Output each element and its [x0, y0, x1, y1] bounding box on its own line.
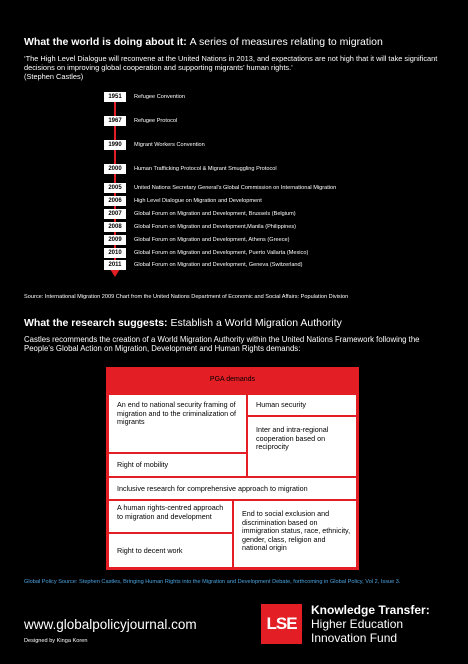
timeline-event: Global Forum on Migration and Development, Geneva (Switzerland) — [134, 262, 303, 268]
timeline-event: United Nations Secretary General's Global Commission on International Migration — [134, 185, 337, 191]
timeline-year: 1951 — [104, 92, 126, 102]
timeline-event: Global Forum on Migration and Development, Brussels (Belgium) — [134, 211, 296, 217]
demand-decent-work: Right to decent work — [109, 534, 232, 567]
kt-line-2: Higher Education — [311, 617, 404, 631]
timeline-year: 2011 — [104, 260, 126, 270]
timeline-event: Global Forum on Migration and Development, Athens (Greece) — [134, 237, 290, 243]
timeline-year: 2008 — [104, 222, 126, 232]
section2-title-light: Establish a World Migration Authority — [170, 317, 342, 329]
timeline-year: 2006 — [104, 196, 126, 206]
lse-logo — [261, 604, 302, 644]
demand-mobility: Right of mobility — [109, 454, 246, 476]
timeline-year: 2007 — [104, 209, 126, 219]
castles-quote — [24, 54, 448, 81]
designer-credit: Designed by Kinga Koren — [24, 638, 88, 644]
kt-line-3: Innovation Fund — [311, 631, 398, 645]
timeline-source: Source: International Migration 2009 Chart from the United Nations Department of Economic and Social Affairs: Population Division — [24, 294, 349, 300]
policy-source: Global Policy Source: Stephen Castles, Bringing Human Rights into the Migration and Development Debate, forthcoming in Global Policy, Vol 2, Issue 3. — [24, 579, 401, 585]
timeline-event: High Level Dialogue on Migration and Development — [134, 198, 262, 204]
timeline-year: 1990 — [104, 140, 126, 150]
quote-author: (Stephen Castles) — [24, 72, 84, 81]
section2-heading — [24, 317, 342, 329]
demand-social-exclusion: End to social exclusion and discrimination based on immigration status, race, ethnicity, gender, class, religion and national origin — [234, 501, 356, 567]
kt-heading: Knowledge Transfer: — [311, 603, 430, 617]
lse-logo-text: LSE — [266, 614, 297, 633]
timeline-event: Global Forum on Migration and Development,Manila (Philippines) — [134, 224, 296, 230]
website-link[interactable]: www.globalpolicyjournal.com — [24, 617, 197, 632]
demand-national-security: An end to national security framing of migration and to the criminalization of migrants — [109, 395, 246, 452]
timeline-year: 2010 — [104, 248, 126, 258]
section2-title-bold: What the research suggests: — [24, 317, 168, 329]
timeline-year: 2000 — [104, 164, 126, 174]
section1-heading — [24, 36, 383, 48]
pga-demands-box — [106, 367, 359, 570]
timeline-year: 2009 — [104, 235, 126, 245]
timeline-event: Global Forum on Migration and Development, Puerto Vallarta (Mexico) — [134, 250, 309, 256]
section2-intro: Castles recommends the creation of a World Migration Authority within the United Nations Framework following the People’s Global Action on Migration, Development and Human Rights demands: — [24, 335, 420, 354]
demand-human-security: Human security — [248, 395, 356, 415]
section1-title-bold: What the world is doing about it: — [24, 36, 187, 48]
timeline-event: Refugee Convention — [134, 94, 186, 100]
timeline-event: Refugee Protocol — [134, 118, 178, 124]
timeline-year: 2005 — [104, 183, 126, 193]
section1-title-light: A series of measures relating to migration — [189, 36, 383, 48]
quote-text: ‘The High Level Dialogue will reconvene at the United Nations in 2013, and expectations are not high that it will take significant decisions on improving global cooperation and supporting migrants’ human rights.’ — [24, 54, 438, 72]
timeline-arrow-icon — [110, 269, 120, 277]
pga-title: PGA demands — [209, 376, 256, 383]
timeline-event: Human Trafficking Protocol & Migrant Smuggling Protocol — [134, 166, 277, 172]
timeline-event: Migrant Workers Convention — [134, 142, 205, 148]
demand-cooperation: Inter and intra-regional cooperation based on reciprocity — [248, 417, 356, 476]
timeline-year: 1967 — [104, 116, 126, 126]
demand-human-rights: A human rights-centred approach to migration and development — [109, 501, 232, 532]
demand-inclusive-research: Inclusive research for comprehensive approach to migration — [109, 478, 356, 499]
